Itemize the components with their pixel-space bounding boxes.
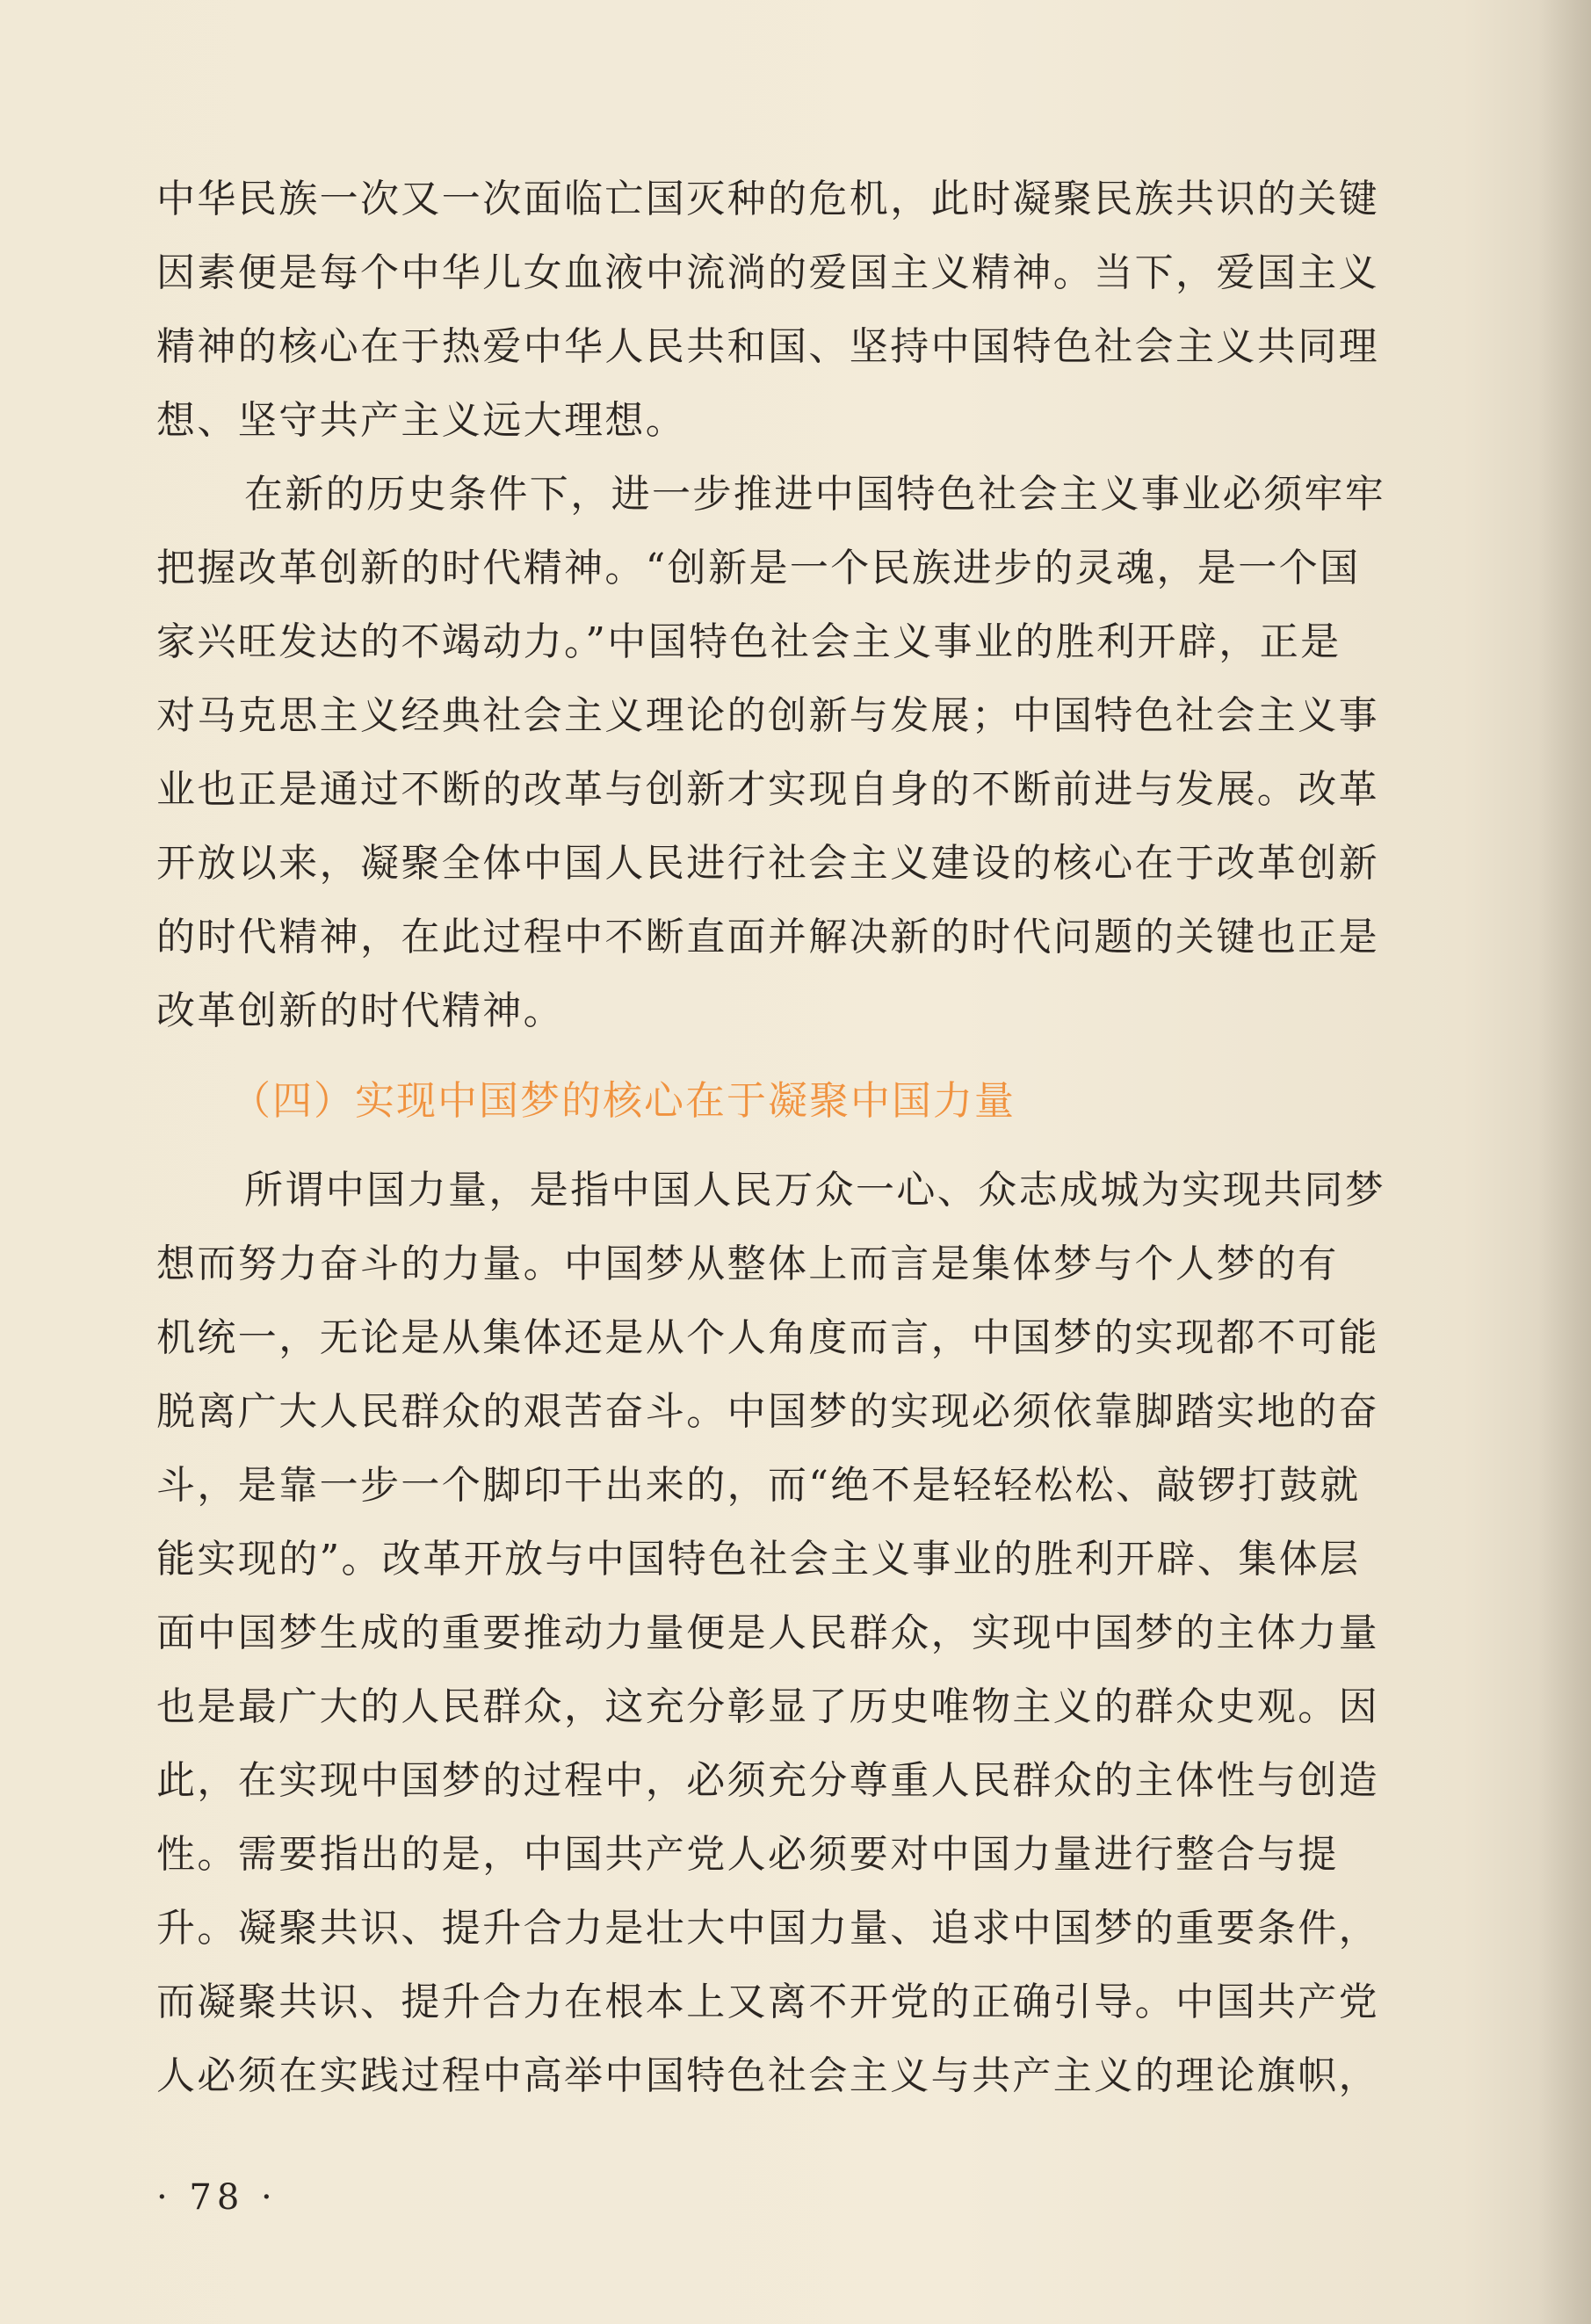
text-line: 业也正是通过不断的改革与创新才实现自身的不断前进与发展。改革 (156, 767, 1379, 812)
text-line: 机统一，无论是从集体还是从个人角度而言，中国梦的实现都不可能 (156, 1315, 1379, 1360)
text-line: 能实现的”。改革开放与中国特色社会主义事业的胜利开辟、集体层 (156, 1537, 1361, 1582)
text-line: 想而努力奋斗的力量。中国梦从整体上而言是集体梦与个人梦的有 (156, 1242, 1339, 1286)
text-line: 而凝聚共识、提升合力在根本上又离不开党的正确引导。中国共产党 (156, 1980, 1379, 2024)
page-edge-shadow (1538, 0, 1591, 2324)
text-line: 改革创新的时代精神。 (156, 988, 564, 1033)
text-line: 的时代精神，在此过程中不断直面并解决新的时代问题的关键也正是 (156, 915, 1379, 959)
paragraph-1 (156, 163, 1457, 458)
text-line: 此，在实现中国梦的过程中，必须充分尊重人民群众的主体性与创造 (156, 1758, 1379, 1803)
section-heading: （四）实现中国梦的核心在于凝聚中国力量 (231, 1077, 1016, 1124)
text-line: 把握改革创新的时代精神。“创新是一个民族进步的灵魂，是一个国 (156, 546, 1361, 590)
text-line: 也是最广大的人民群众，这充分彰显了历史唯物主义的群众史观。因 (156, 1684, 1379, 1729)
text-line: 性。需要指出的是，中国共产党人必须要对中国力量进行整合与提 (156, 1832, 1339, 1877)
text-line: 开放以来，凝聚全体中国人民进行社会主义建设的核心在于改革创新 (156, 841, 1379, 886)
text-line: 人必须在实践过程中高举中国特色社会主义与共产主义的理论旗帜， (156, 2053, 1379, 2098)
text-line: 想、坚守共产主义远大理想。 (156, 398, 687, 443)
text-line: 中华民族一次又一次面临亡国灭种的危机，此时凝聚民族共识的关键 (156, 177, 1379, 221)
text-line: 在新的历史条件下，进一步推进中国特色社会主义事业必须牢牢 (244, 472, 1386, 517)
text-line: 所谓中国力量，是指中国人民万众一心、众志成城为实现共同梦 (244, 1168, 1386, 1213)
text-line: 斗，是靠一步一个脚印干出来的，而“绝不是轻轻松松、敲锣打鼓就 (156, 1463, 1361, 1508)
text-line: 因素便是每个中华儿女血液中流淌的爱国主义精神。当下，爱国主义 (156, 250, 1379, 295)
text-line: 面中国梦生成的重要推动力量便是人民群众，实现中国梦的主体力量 (156, 1611, 1379, 1655)
text-line: 升。凝聚共识、提升合力是壮大中国力量、追求中国梦的重要条件， (156, 1906, 1379, 1951)
text-line: 家兴旺发达的不竭动力。”中国特色社会主义事业的胜利开辟，正是 (156, 619, 1342, 664)
body-text (156, 163, 1457, 2113)
text-line: 脱离广大人民群众的艰苦奋斗。中国梦的实现必须依靠脚踏实地的奋 (156, 1389, 1379, 1434)
text-line: 精神的核心在于热爱中华人民共和国、坚持中国特色社会主义共同理 (156, 324, 1379, 369)
paragraph-3 (156, 1154, 1457, 2113)
page-number: · 78 · (156, 2177, 278, 2218)
paragraph-2 (156, 458, 1457, 1048)
text-line: 对马克思主义经典社会主义理论的创新与发展；中国特色社会主义事 (156, 693, 1379, 738)
